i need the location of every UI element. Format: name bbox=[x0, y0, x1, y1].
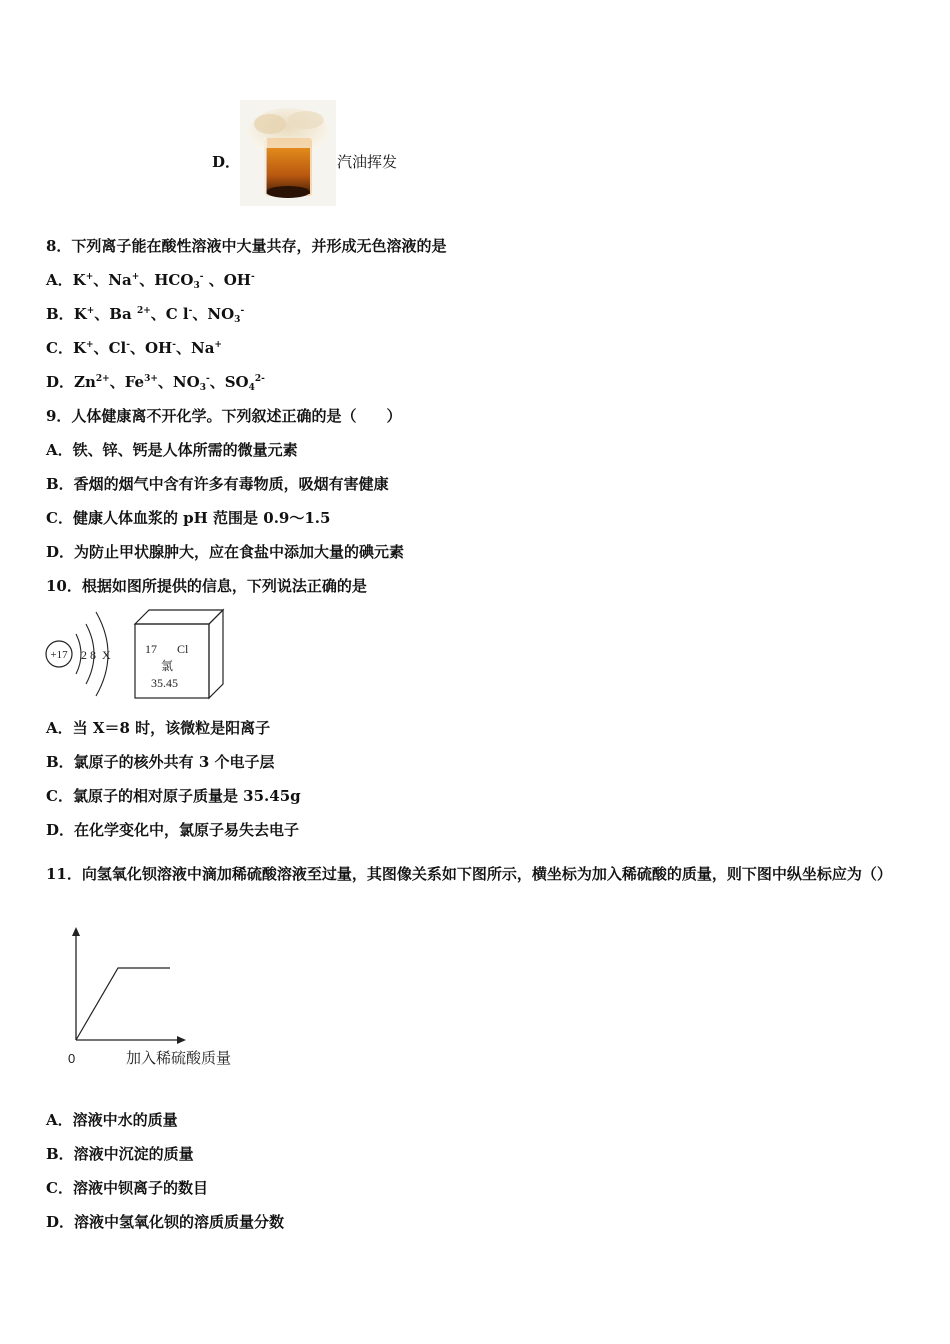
q9-option-d: D．为防止甲状腺肿大，应在食盐中添加大量的碘元素 bbox=[46, 543, 405, 561]
q8-option-b: B．K+、Ba $^{2+}$、C l-、$NO_3^-$ bbox=[46, 305, 245, 325]
atom-structure-diagram bbox=[44, 604, 134, 702]
q10-stem: 10．根据如图所提供的信息，下列说法正确的是 bbox=[46, 577, 367, 595]
element-symbol: Cl bbox=[177, 642, 189, 656]
q8-option-a: A．K+、Na+、$HCO_3^-$ 、OH- bbox=[46, 271, 255, 291]
q8-option-d: D．$Zn^{2+}$、$Fe^{3+}$、$NO_3^-$、$SO_4^{2-}$ bbox=[46, 373, 265, 393]
q11-stem: 11．向氢氧化钡溶液中滴加稀硫酸溶液至过量，其图像关系如下图所示，横坐标为加入稀硫酸的质量，则下图中纵坐标应为（） bbox=[46, 865, 892, 883]
element-name: 氯 bbox=[161, 659, 174, 673]
element-cell-cube bbox=[133, 608, 227, 700]
q10-option-a: A．当 X＝8 时，该微粒是阳离子 bbox=[46, 719, 271, 737]
q11-option-c: C．溶液中钡离子的数目 bbox=[46, 1179, 208, 1197]
q9-stem: 9．人体健康离不开化学。下列叙述正确的是（ ） bbox=[46, 407, 402, 425]
q10-option-b: B．氯原子的核外共有 3 个电子层 bbox=[46, 753, 275, 771]
q9-option-c: C．健康人体血浆的 pH 范围是 0.9～1.5 bbox=[46, 509, 331, 527]
q11-graph bbox=[60, 926, 260, 1071]
q7-option-d-text: 汽油挥发 bbox=[337, 153, 398, 171]
q11-option-b: B．溶液中沉淀的质量 bbox=[46, 1145, 194, 1163]
q9-option-b: B．香烟的烟气中含有许多有毒物质，吸烟有害健康 bbox=[46, 475, 389, 493]
graph-xlabel: 加入稀硫酸质量 bbox=[126, 1049, 232, 1067]
atom-shells: 2 8 X bbox=[81, 648, 111, 662]
q7-option-d bbox=[212, 152, 240, 172]
q7-option-d-letter: D． bbox=[212, 153, 241, 171]
q9-option-a: A．铁、锌、钙是人体所需的微量元素 bbox=[46, 441, 298, 459]
q8-stem: 8．下列离子能在酸性溶液中大量共存，并形成无色溶液的是 bbox=[46, 237, 447, 255]
element-mass: 35.45 bbox=[151, 676, 178, 690]
beaker-image bbox=[240, 100, 336, 206]
atom-nucleus: +17 bbox=[50, 649, 68, 661]
q10-option-d: D．在化学变化中，氯原子易失去电子 bbox=[46, 821, 300, 839]
q11-option-d: D．溶液中氢氧化钡的溶质质量分数 bbox=[46, 1213, 285, 1231]
beaker-photo-icon bbox=[240, 100, 336, 206]
q8-option-c: C．K+、Cl-、OH-、Na+ bbox=[46, 339, 222, 357]
graph-origin: 0 bbox=[68, 1051, 76, 1066]
q10-option-c: C．氯原子的相对原子质量是 35.45g bbox=[46, 787, 301, 805]
element-number: 17 bbox=[145, 642, 157, 656]
q11-option-a: A．溶液中水的质量 bbox=[46, 1111, 178, 1129]
